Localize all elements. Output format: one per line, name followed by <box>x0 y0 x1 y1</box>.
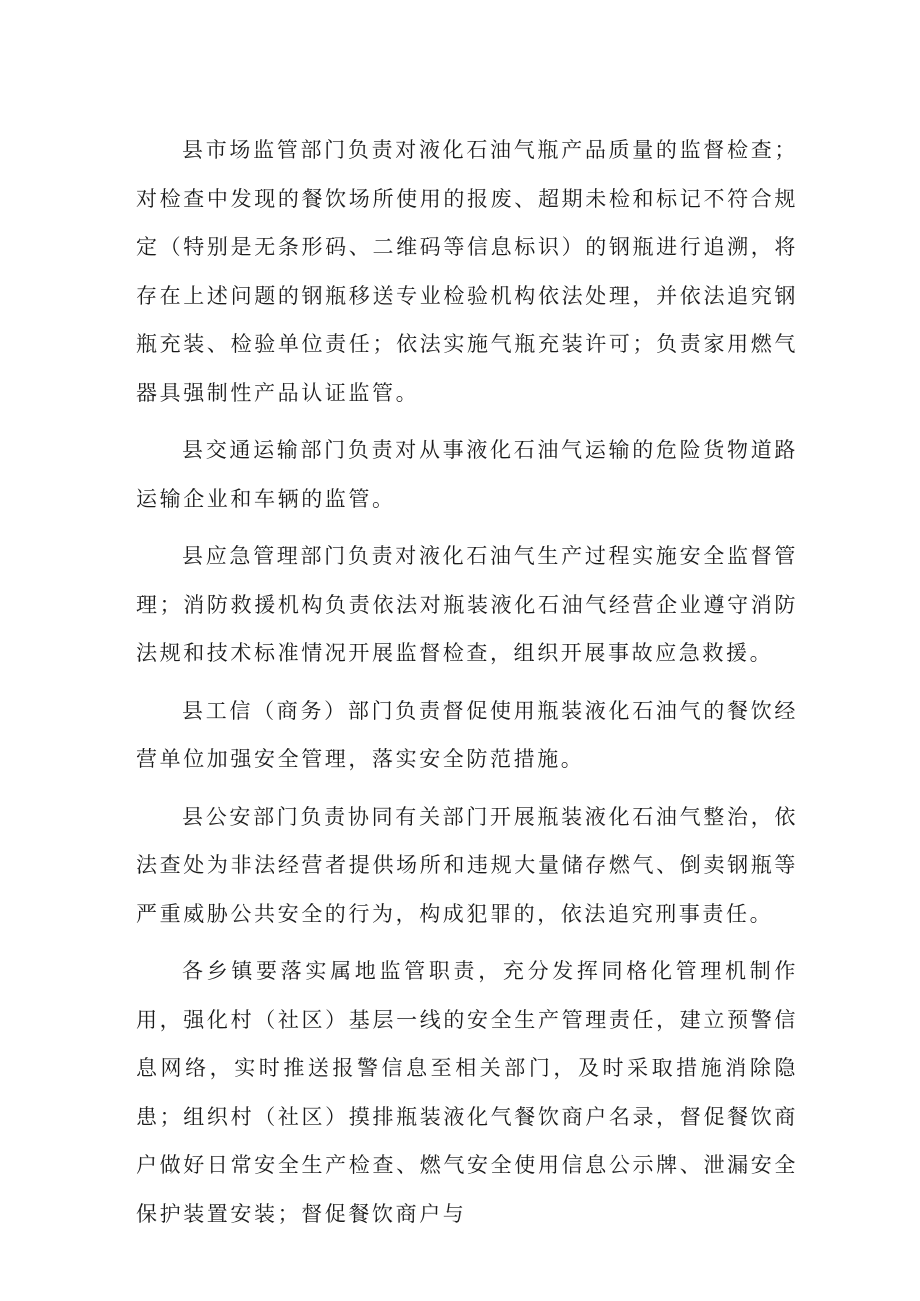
paragraph-townships: 各乡镇要落实属地监管职责，充分发挥同格化管理机制作用，强化村（社区）基层一线的安全生产管理责任，建立预警信息网络，实时推送报警信息至相关部门，及时采取措施消除隐患；组织村（社区）摸排瓶装液化气餐饮商户名录，督促餐饮商户做好日常安全生产检查、燃气安全使用信息公示牌、泄漏安全保护装置安装；督促餐饮商户与 <box>136 959 798 1226</box>
paragraph-market-supervision: 县市场监管部门负责对液化石油气瓶产品质量的监督检查；对检查中发现的餐饮场所使用的报废、超期未检和标记不符合规定（特别是无条形码、二维码等信息标识）的钢瓶进行追溯，将存在上述问题的钢瓶移送专业检验机构依法处理，并依法追究钢瓶充装、检验单位责任；依法实施气瓶充装许可；负责家用燃气器具强制性产品认证监管。 <box>136 138 798 405</box>
paragraph-transport: 县交通运输部门负责对从事液化石油气运输的危险货物道路运输企业和车辆的监管。 <box>136 438 798 511</box>
paragraph-public-security: 县公安部门负责协同有关部门开展瓶装液化石油气整治，依法查处为非法经营者提供场所和违规大量储存燃气、倒卖钢瓶等严重威胁公共安全的行为，构成犯罪的，依法追究刑事责任。 <box>136 804 798 926</box>
paragraph-industry-commerce: 县工信（商务）部门负责督促使用瓶装液化石油气的餐饮经营单位加强安全管理，落实安全防范措施。 <box>136 698 798 771</box>
document-body <box>136 126 798 1247</box>
paragraph-emergency-management: 县应急管理部门负责对液化石油气生产过程实施安全监督管理；消防救援机构负责依法对瓶装液化石油气经营企业遵守消防法规和技术标准情况开展监督检查，组织开展事故应急救援。 <box>136 544 798 665</box>
